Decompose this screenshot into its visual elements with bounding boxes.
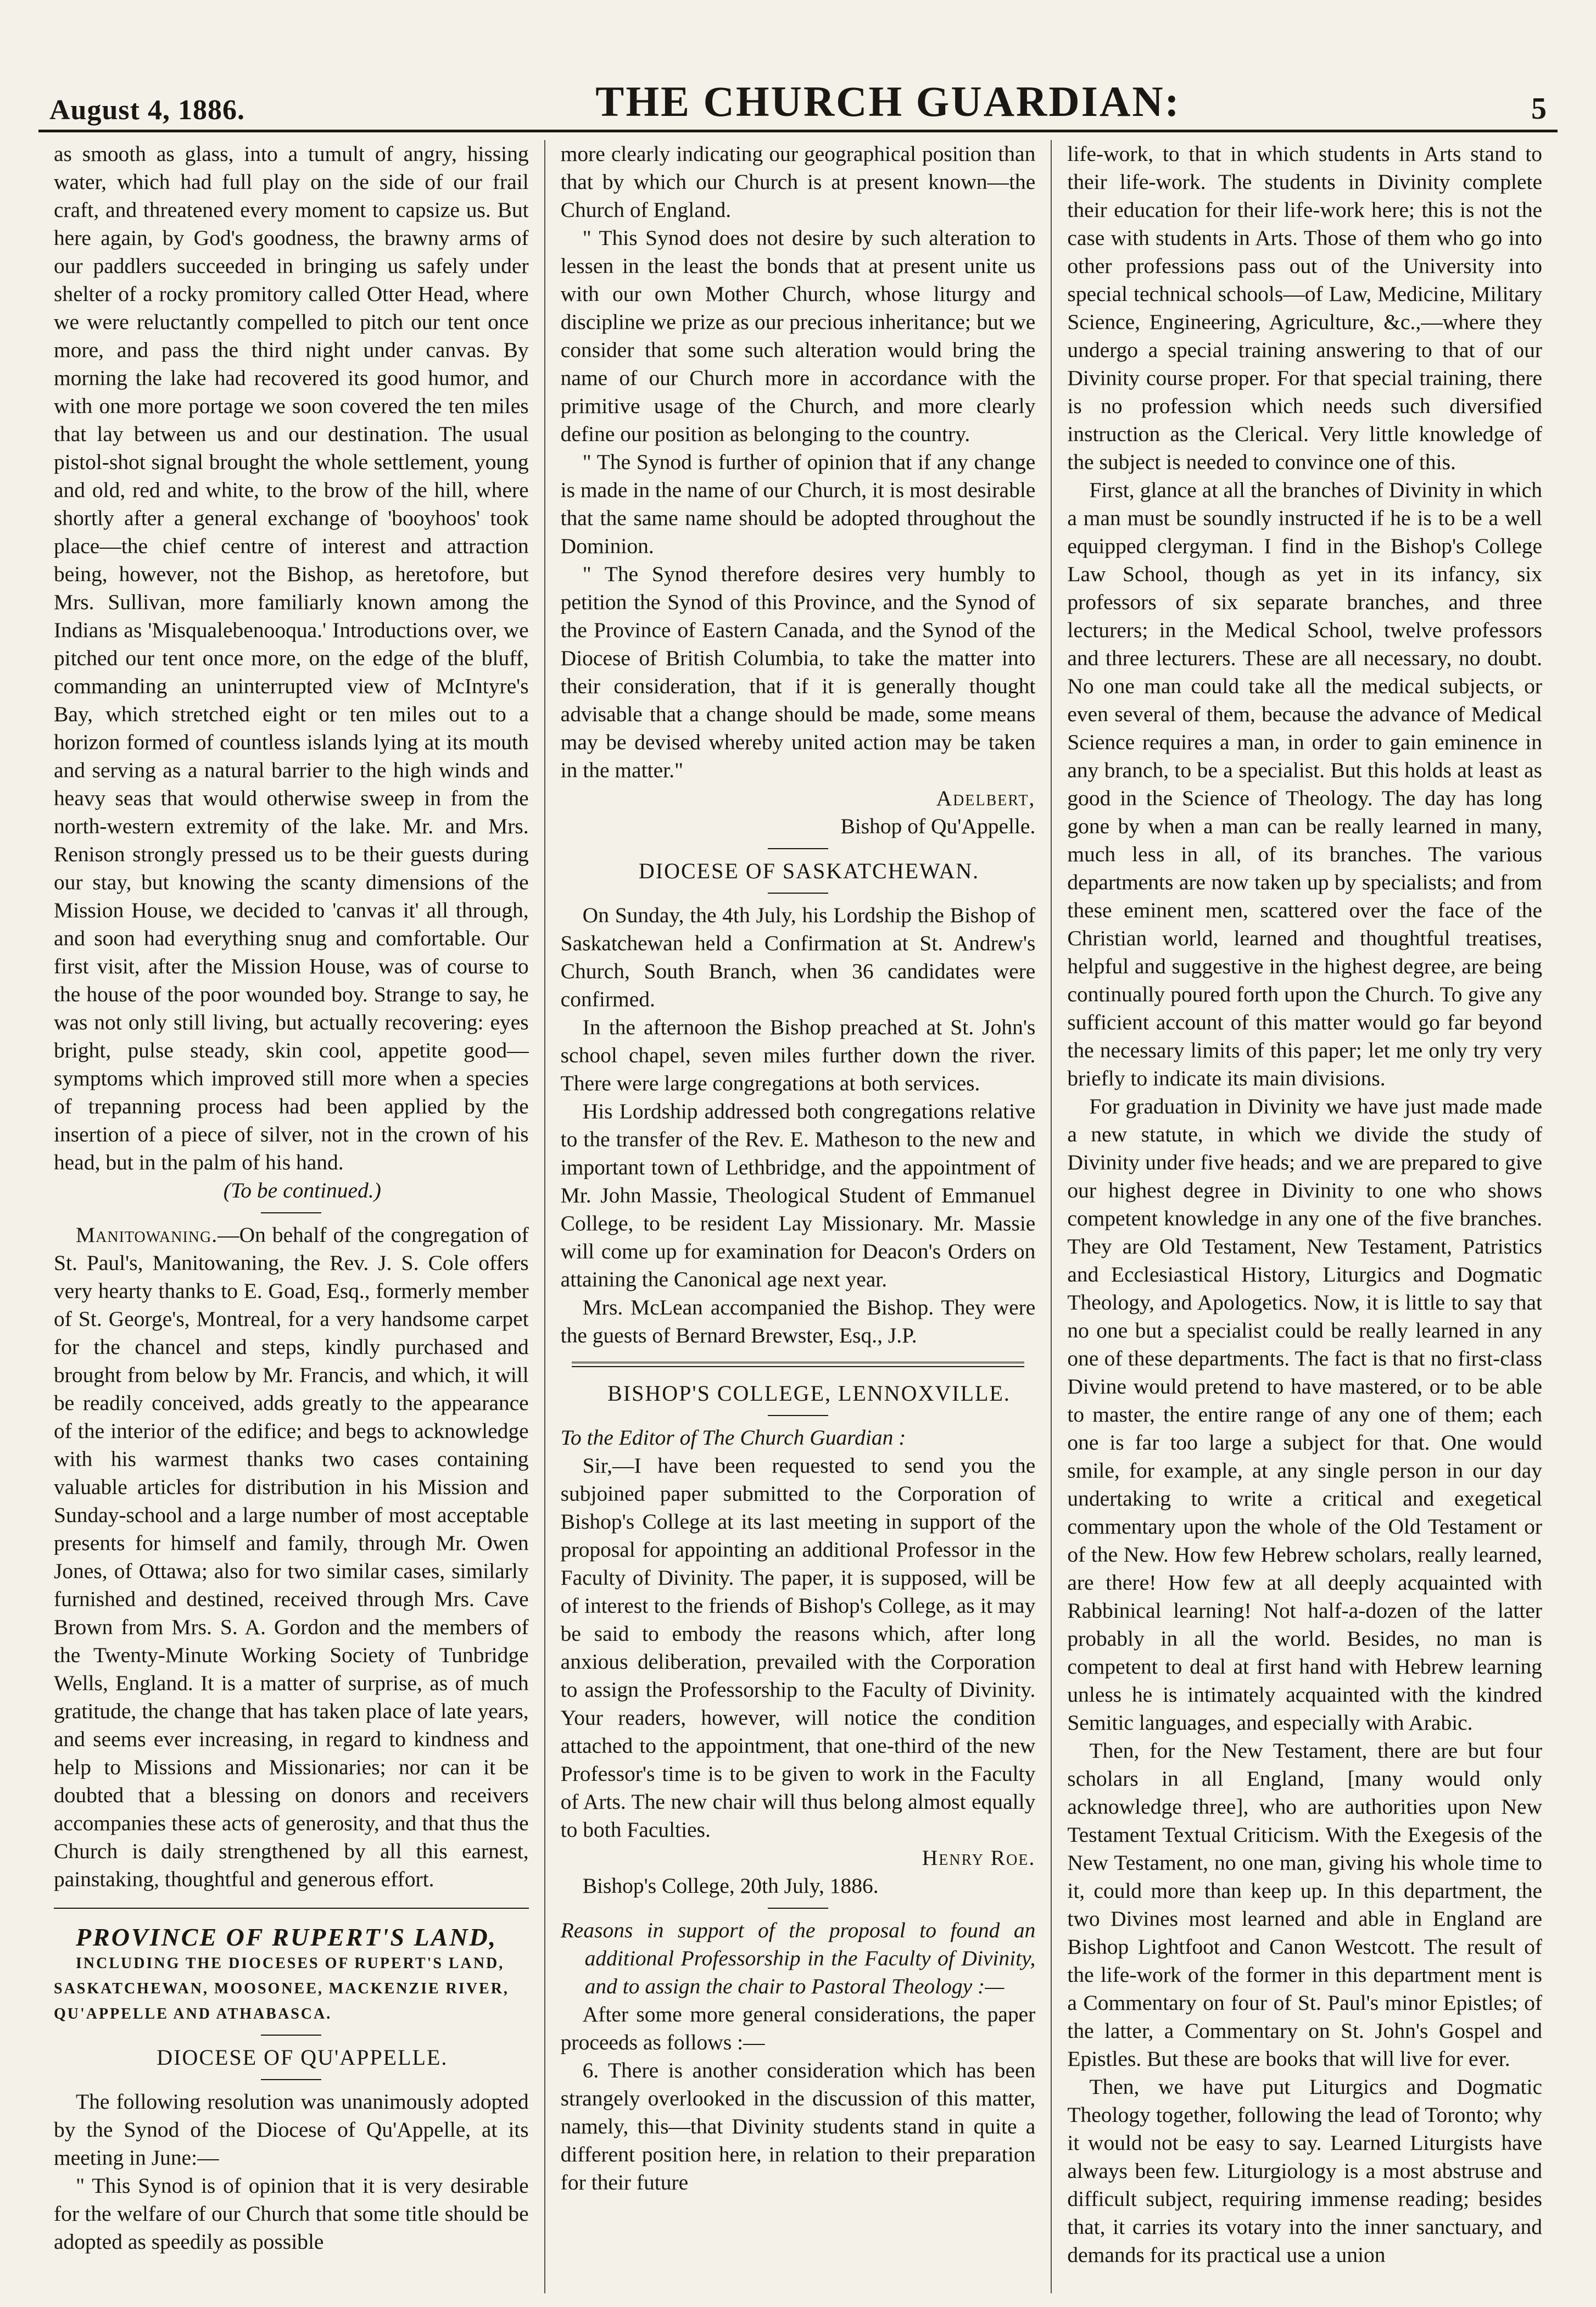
paper-branches: First, glance at all the branches of Divinity in which a man must be soundly instructed if he is to be a well equipped clergyman. I find in the Bishop's College Law School, though as yet in its infancy, six professors of six separate branches, and three lecturers; in the Medical School, twelve professors and three lecturers. These are all necessary, no doubt. No one man could take all the medical subjects, or even several of them, because the advance of Medical Science requires a man, in order to gain eminence in any branch, to be a specialist. But this holds at least as good in the Science of Theology. The day has long gone by when a man can be really learned in many, much less in all, of its branches. The various departments are now taken up by specialists; and from these eminent men, scattered over the face of the Christian world, learned and thoughtful treatises, helpful and suggestive in the highest degree, are being continually poured forth upon the Church. To give any sufficient account of this matter would go far beyond the necessary limits of this paper; let me only try very briefly to indicate its main divisions.: [1067, 478, 1543, 1090]
issue-date: August 4, 1886.: [49, 94, 245, 126]
divider: [768, 848, 828, 849]
bishops-college-heading: BISHOP'S COLLEGE, LENNOXVILLE.: [607, 1381, 1011, 1406]
manitowaning-lead: Manitowaning.: [76, 1223, 218, 1247]
manitowaning-text: —On behalf of the congregation of St. Paul's, Manitowaning, the Rev. J. S. Cole offers very hearty thanks to E. Goad, Esq., formerly member of St. George's, Montreal, for a very handsome carpet for the chancel and steps, kindly purchased and brought from below by Mr. Francis, and which, it will be readily conceived, adds greatly to the appearance of the interior of the edifice; and begs to acknowledge with his warmest thanks two cases containing valuable articles for distribution in his Mission and Sunday-school and a large number of most acceptable presents for himself and family, through Mr. Owen Jones, of Ottawa; also for two similar cases, similarly furnished and destined, received through Mrs. Cave Brown from Mrs. S. A. Gordon and the members of the Twenty-Minute Working Society of Tunbridge Wells, England. It is a matter of surprise, as of much gratitude, the change that has taken place of late years, and seems ever increasing, in regard to kindness and help to Missions and Missionaries; nor can it be doubted that a blessing on donors and receivers accompanies these acts of generosity, and that thus the Church is daily strengthened by all this earnest, painstaking, thoughtful and generous effort.: [54, 1223, 529, 1891]
double-rule: [572, 1362, 1025, 1367]
quappelle-heading: DIOCESE OF QU'APPELLE.: [157, 2045, 448, 2070]
resolution-cont: more clearly indicating our geographical position than that by which our Church is at present known—the Church of England.: [560, 142, 1036, 222]
column-1: [38, 140, 544, 2293]
letter-dateline: Bishop's College, 20th July, 1886.: [582, 1874, 879, 1898]
column-2: [544, 140, 1051, 2293]
resolution-2: " This Synod does not desire by such alteration to lessen in the least the bonds that at present unite us with our own Mother Church, whose liturgy and discipline we prize as our precious inheritance; but we consider that some such alteration would bring the name of our Church more in accordance with the primitive usage of the Church, and more clearly define our position as belonging to the country.: [560, 226, 1036, 446]
paper-point-6: 6. There is another consideration which has been strangely overlooked in the discussion of this matter, namely, this—that Divinity students stand in quite a different position here, in relation to their preparation for their future: [560, 2058, 1036, 2194]
text-columns: [38, 140, 1558, 2293]
quappelle-resolution-1: " This Synod is of opinion that it is very desirable for the welfare of our Church that some title should be adopted as speedily as possible: [54, 2174, 529, 2254]
divider: [768, 1908, 828, 1909]
column-3: [1051, 140, 1558, 2293]
masthead: [38, 77, 1558, 132]
letter-body: Sir,—I have been requested to send you the subjoined paper submitted to the Corporation of Bishop's College at its last meeting in support of the proposal for appointing an additional Professor in the Faculty of Divinity. The paper, it is supposed, will be of interest to the friends of Bishop's College, as it may be said to embody the reasons which, after long anxious deliberation, prevailed with the Corporation to assign the Professorship to the Faculty of Divinity. Your readers, however, will notice the condition attached to the appointment, that one-third of the new Professor's time is to be given to work in the Faculty of Arts. The new chair will thus belong almost equally to both Faculties.: [560, 1453, 1036, 1842]
editor-salutation: To the Editor of The Church Guardian :: [560, 1425, 906, 1450]
paper-intro: After some more general considerations, the paper proceeds as follows :—: [560, 2002, 1036, 2054]
section-rule: [54, 1908, 529, 1909]
resolution-3: " The Synod is further of opinion that if any change is made in the name of our Church, it is most desirable that the same name should be adopted throughout the Dominion.: [560, 450, 1036, 558]
divider: [261, 2035, 321, 2036]
saskatchewan-heading: DIOCESE OF SASKATCHEWAN.: [638, 859, 980, 883]
manitowaning-notice: [54, 1221, 529, 1893]
sask-mrs-mclean: Mrs. McLean accompanied the Bishop. They were the guests of Bernard Brewster, Esq., J.P.: [560, 1295, 1036, 1347]
paper-cont-1: life-work, to that in which students in Arts stand to their life-work. The students in Divinity complete their education for their life-work here; this is not the case with students in Arts. Those of them who go into other professions pass out of the University into special technical schools—of Law, Medicine, Military Science, Engineering, Agriculture, &c.,—where they undergo a special training answering to that of our Divinity course proper. For that special training, there is no profession which needs such diversified instruction as the Clerical. Very little knowledge of the subject is needed to convince one of this.: [1067, 142, 1543, 474]
page-number: 5: [1531, 92, 1547, 126]
province-subheading: INCLUDING THE DIOCESES OF RUPERT'S LAND, SASKATCHEWAN, MOOSONEE, MACKENZIE RIVER, QU'APPELLE AND ATHABASCA.: [54, 1955, 509, 2022]
reasons-heading: Reasons in support of the proposal to found an additional Professorship in the Faculty of Divinity, and to assign the chair to Pastoral Theology :—: [560, 1918, 1036, 1998]
divider: [768, 893, 828, 894]
sask-afternoon: In the afternoon the Bishop preached at St. John's school chapel, seven miles further down the river. There were large congregations at both services.: [560, 1015, 1036, 1095]
letter-signature: Henry Roe.: [922, 1846, 1036, 1870]
divider: [261, 1212, 321, 1213]
divider: [261, 2079, 321, 2080]
quappelle-intro: The following resolution was unanimously adopted by the Synod of the Diocese of Qu'Appelle, at its meeting in June:—: [54, 2089, 529, 2170]
sask-transfer: His Lordship addressed both congregations relative to the transfer of the Rev. E. Matheson to the new and important town of Lethbridge, and the appointment of Mr. John Massie, Theological Student of Emmanuel College, to be resident Lay Missionary. Mr. Massie will come up for examination for Deacon's Orders on attaining the Canonical age next year.: [560, 1099, 1036, 1291]
resolution-4: " The Synod therefore desires very humbly to petition the Synod of this Province, and the Synod of the Province of Eastern Canada, and the Synod of the Diocese of British Columbia, to take the matter into their consideration, that if it is generally thought advisable that a change should be made, some means may be devised whereby united action may be taken in the matter.": [560, 562, 1036, 782]
to-be-continued: (To be continued.): [223, 1178, 381, 1202]
paper-liturgics: Then, we have put Liturgics and Dogmatic Theology together, following the lead of Toronto; why it would not be easy to say. Learned Liturgists have always been few. Liturgiology is a most abstruse and difficult subject, requiring immense reading; besides that, it carries its votary into the inner sanctuary, and demands for its practical use a union: [1067, 2075, 1543, 2267]
paper-graduation: For graduation in Divinity we have just made made a new statute, in which we divide the study of Divinity under five heads; and we are prepared to give our highest degree in Divinity to one who shows competent knowledge in any one of the five branches. They are Old Testament, New Testament, Patristics and Ecclesiastical History, Liturgics and Dogmatic Theology, and Apologetics. Now, it is little to say that no one but a specialist could be really learned in any one of these departments. The fact is that no first-class Divine would pretend to have mastered, or to be able to master, the entire range of any one of them; each one is far too large a subject for that. One would smile, for example, at any single person in our day undertaking to write a critical and exegetical commentary upon the whole of the Old Testament or of the New. How few Hebrew scholars, really learned, are there! How few at all deeply acquainted with Rabbinical learning! Not half-a-dozen of the latter probably in all the world. Besides, no man is competent to deal at first hand with Hebrew learning unless he is intimately acquainted with the kindred Semitic languages, and especially with Arabic.: [1067, 1094, 1543, 1735]
paper-new-testament: Then, for the New Testament, there are but four scholars in all England, [many would only acknowledge three], who are authorities upon New Testament Textual Criticism. With the Exegesis of the New Testament, no one man, giving his whole time to it, could more than keep up. In this department, the two Divines most learned and able in England are Bishop Lightfoot and Canon Westcott. The result of the life-work of the former in this department ment is a Commentary on four of St. Paul's minor Epistles; of the latter, a Commentary on St. John's Gospel and Epistles. But these are books that will live for ever.: [1067, 1738, 1543, 2071]
signature-title: Bishop of Qu'Appelle.: [840, 814, 1036, 838]
province-heading: PROVINCE OF RUPERT'S LAND,: [76, 1923, 498, 1951]
travel-narrative-end: as smooth as glass, into a tumult of angry, hissing water, which had full play on the side of our frail craft, and threatened every moment to capsize us. But here again, by God's goodness, the brawny arms of our paddlers succeeded in bringing us safely under shelter of a rocky promitory called Otter Head, where we were reluctantly compelled to pitch our tent once more, and pass the third night under canvas. By morning the lake had recovered its good humor, and with one more portage we soon covered the ten miles that lay between us and our destination. The usual pistol-shot signal brought the whole settlement, young and old, red and white, to the brow of the hill, where shortly after a general exchange of 'booyhoos' took place—the chief centre of interest and attraction being, however, not the Bishop, as heretofore, but Mrs. Sullivan, more familiarly known among the Indians as 'Misqualebenooqua.' Introductions over, we pitched our tent once more, on the edge of the bluff, commanding an uninterrupted view of McIntyre's Bay, which stretched eight or ten miles out to a horizon formed of countless islands lying at its mouth and serving as a natural barrier to the high winds and heavy seas that would otherwise sweep in from the north-western extremity of the lake. Mr. and Mrs. Renison strongly pressed us to be their guests during our stay, but knowing the scanty dimensions of the Mission House, we decided to 'canvas it' all through, and soon had everything snug and comfortable. Our first visit, after the Mission House, was of course to the house of the poor wounded boy. Strange to say, he was not only still living, but actually recovering: eyes bright, pulse steady, skin cool, appetite good—symptoms which improved still more when a species of trepanning process had been applied by the insertion of a piece of silver, not in the crown of his head, but in the palm of his hand.: [54, 142, 529, 1174]
signature-name: Adelbert,: [936, 786, 1036, 810]
sask-confirmation: On Sunday, the 4th July, his Lordship the Bishop of Saskatchewan held a Confirmation at St. Andrew's Church, South Branch, when 36 candidates were confirmed.: [560, 903, 1036, 1011]
newspaper-title: THE CHURCH GUARDIAN:: [595, 77, 1181, 125]
divider: [768, 1415, 828, 1416]
